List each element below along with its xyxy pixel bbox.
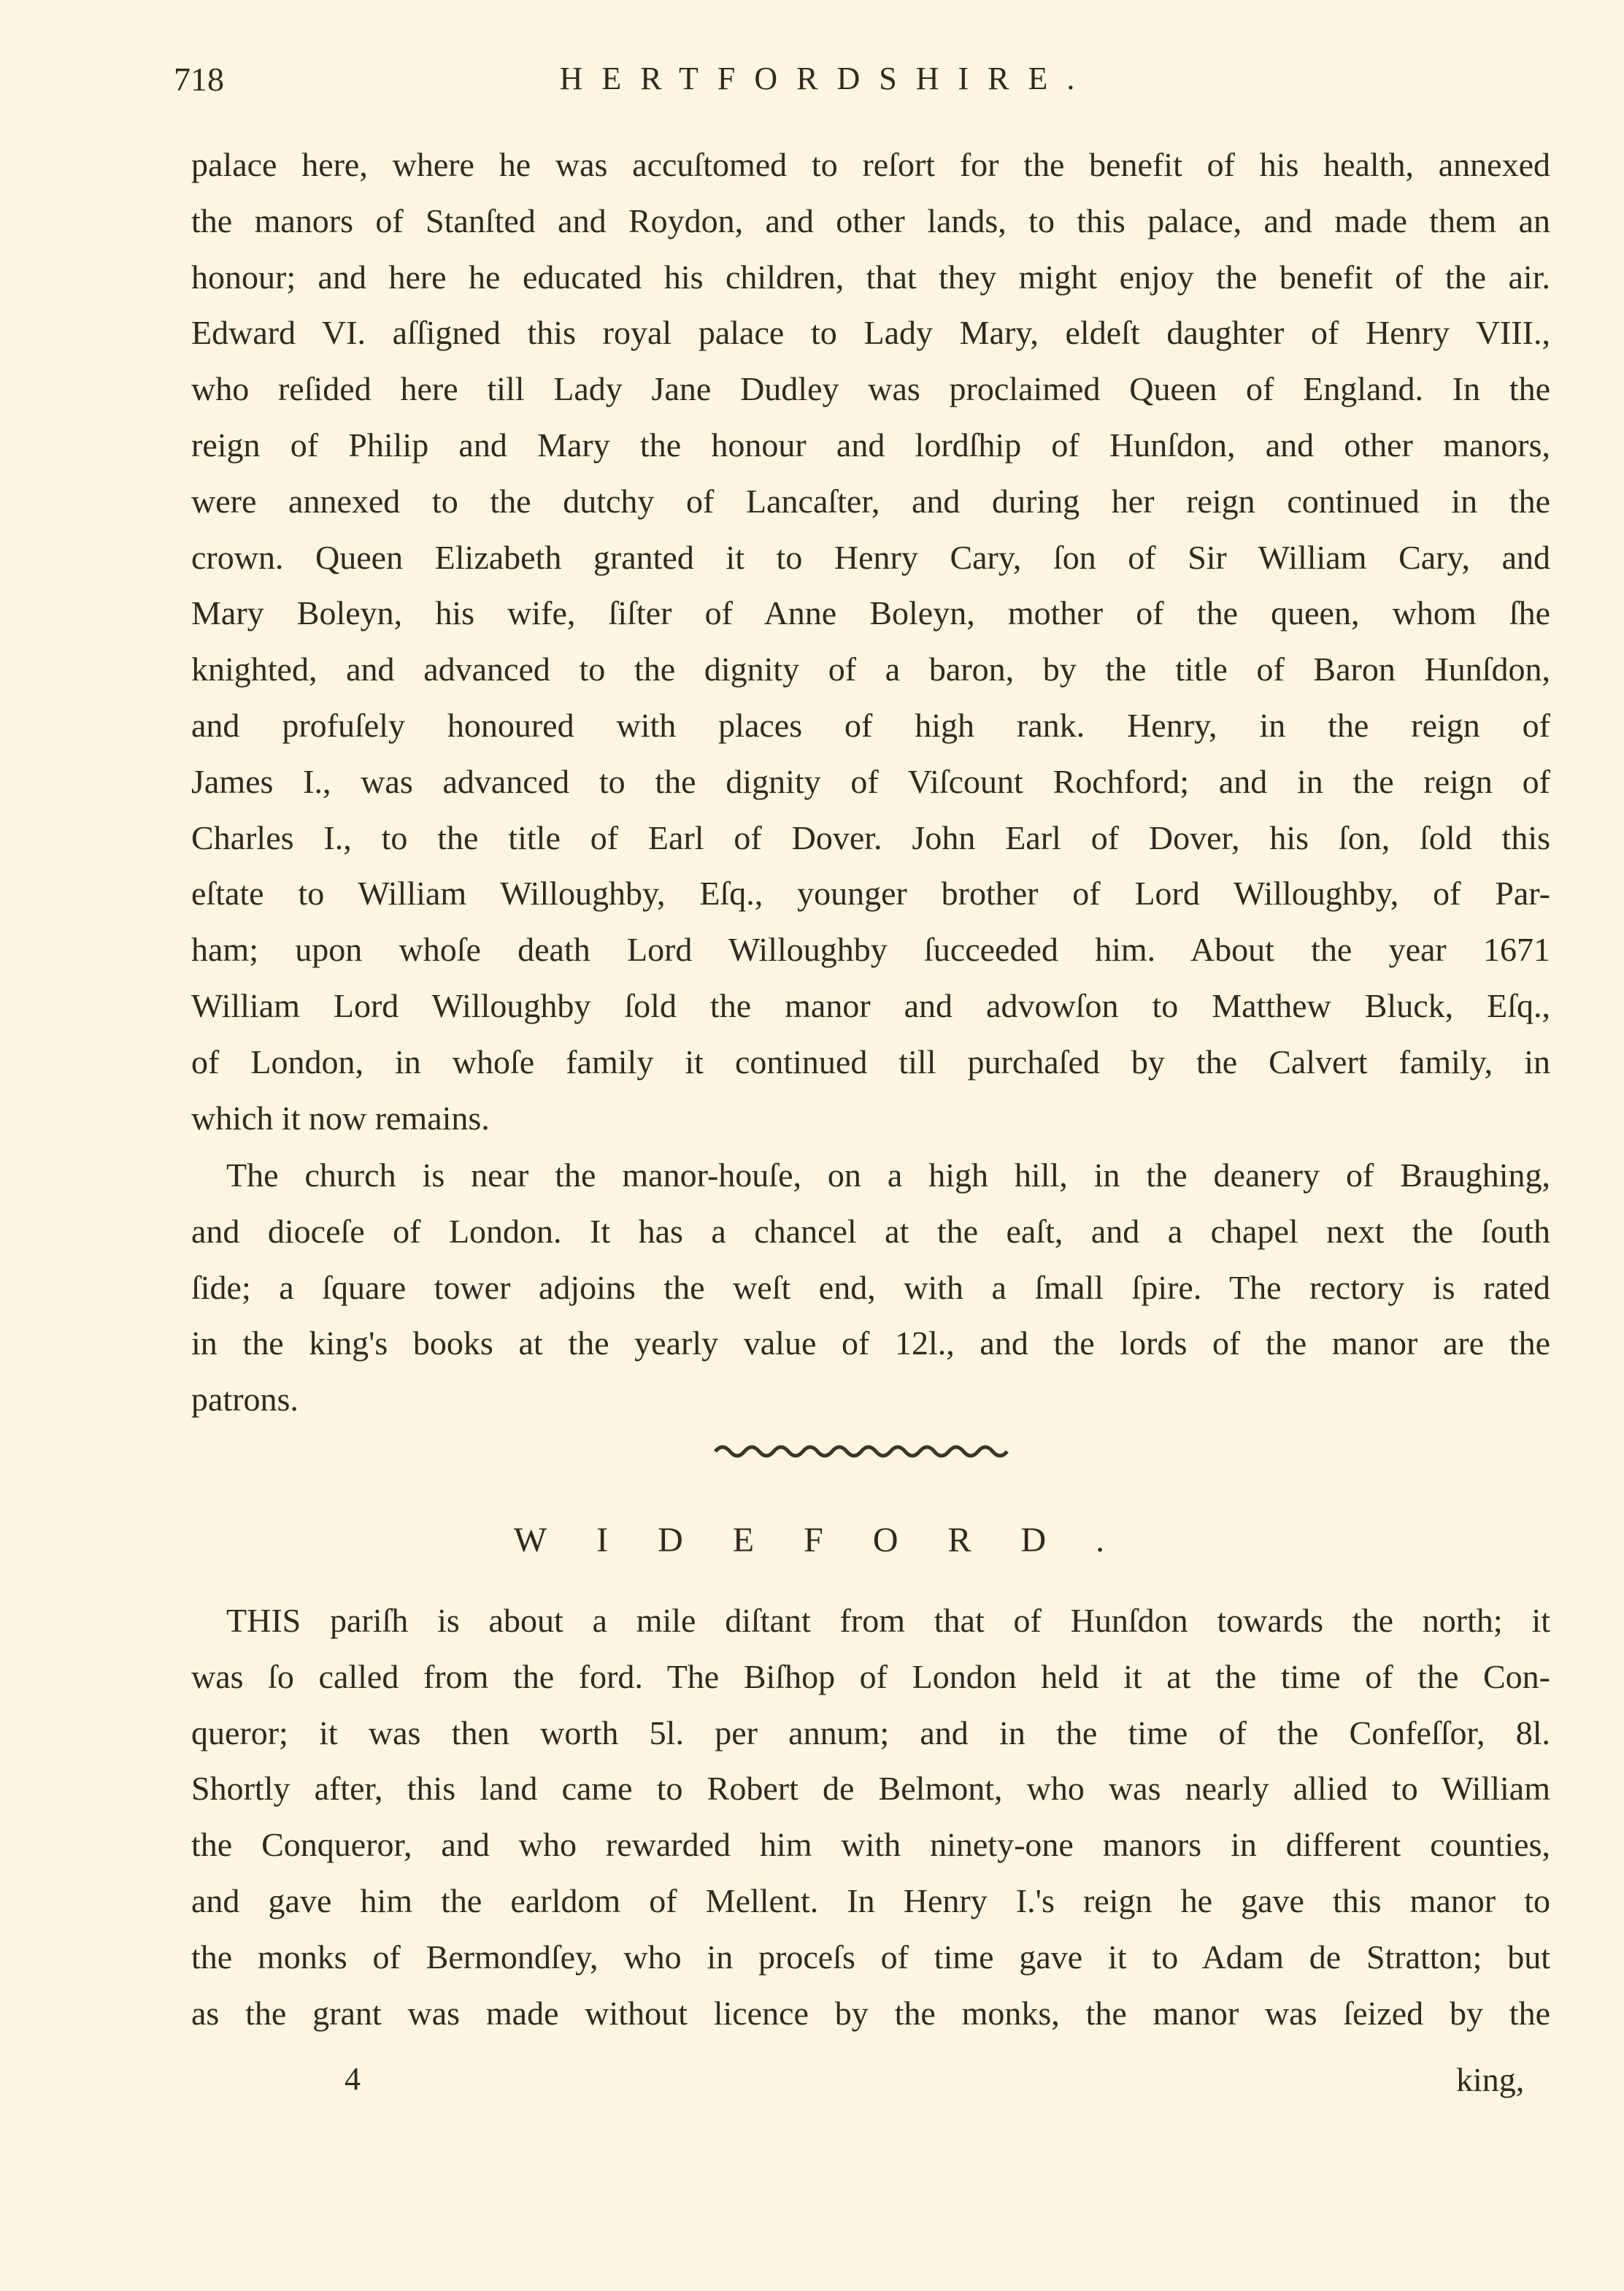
text-line: the monks of Bermondſey, who in proceſs of time gave it to Adam de Stratton; but <box>191 1938 1550 1976</box>
text-line: the manors of Stanſted and Roydon, and other lands, to this palace, and made them an <box>191 202 1550 239</box>
text-line: queror; it was then worth 5l. per annum; and in the time of the Confeſſor, 8l. <box>191 1714 1550 1751</box>
text-line: eſtate to William Willoughby, Eſq., younger brother of Lord Willoughby, of Par- <box>191 875 1550 913</box>
text-line: who reſided here till Lady Jane Dudley was proclaimed Queen of England. In the <box>191 370 1550 408</box>
text-line: and dioceſe of London. It has a chancel at the eaſt, and a chapel next the ſouth <box>191 1212 1550 1250</box>
text-line: William Lord Willoughby ſold the manor and advowſon to Matthew Bluck, Eſq., <box>191 986 1550 1024</box>
text-line: Edward VI. aſſigned this royal palace to Lady Mary, eldeſt daughter of Henry VIII., <box>191 314 1550 352</box>
text-line: were annexed to the dutchy of Lancaſter, and during her reign continued in the <box>191 482 1550 520</box>
section-title: WIDEFORD. <box>513 1521 1155 1559</box>
text-line: was ſo called from the ford. The Biſhop of London held it at the time of the Con- <box>191 1657 1550 1695</box>
text-line: which it now remains. <box>191 1099 490 1137</box>
text-line: James I., was advanced to the dignity of Viſcount Rochford; and in the reign of <box>191 762 1550 800</box>
text-line: reign of Philip and Mary the honour and lordſhip of Hunſdon, and other manors, <box>191 426 1550 464</box>
text-line: Mary Boleyn, his wife, ſiſter of Anne Boleyn, mother of the queen, whom ſhe <box>191 594 1550 632</box>
text-line: knighted, and advanced to the dignity of a baron, by the title of Baron Hunſdon, <box>191 651 1550 688</box>
text-line: Charles I., to the title of Earl of Dover. John Earl of Dover, his ſon, ſold this <box>191 818 1550 856</box>
running-title: HERTFORDSHIRE. <box>559 61 1094 96</box>
ornament-divider <box>712 1438 1018 1460</box>
text-line: ſide; a ſquare tower adjoins the weſt end, with a ſmall ſpire. The rectory is rated <box>191 1268 1550 1306</box>
text-line: The church is near the manor-houſe, on a high hill, in the deanery of Braughing, <box>226 1156 1550 1194</box>
paragraph-church <box>191 1148 1550 1428</box>
paragraph-hunsdon-history <box>191 137 1550 1146</box>
text-line: in the king's books at the yearly value of 12l., and the lords of the manor are the <box>191 1324 1550 1362</box>
text-line: honour; and here he educated his children, that they might enjoy the benefit of the air. <box>191 258 1550 296</box>
text-line: crown. Queen Elizabeth granted it to Henry Cary, ſon of Sir William Cary, and <box>191 538 1550 576</box>
text-line: THIS pariſh is about a mile diſtant from that of Hunſdon towards the north; it <box>226 1602 1550 1639</box>
signature-mark: 4 <box>345 2061 361 2097</box>
text-line: and profuſely honoured with places of high rank. Henry, in the reign of <box>191 706 1550 744</box>
text-line: of London, in whoſe family it continued till purchaſed by the Calvert family, in <box>191 1043 1550 1081</box>
text-line: and gave him the earldom of Mellent. In Henry I.'s reign he gave this manor to <box>191 1881 1550 1919</box>
text-line: Shortly after, this land came to Robert de Belmont, who was nearly allied to William <box>191 1770 1550 1808</box>
page-number: 718 <box>174 61 224 98</box>
paragraph-wideford <box>191 1593 1550 2041</box>
text-line: palace here, where he was accuſtomed to reſort for the benefit of his health, annexed <box>191 146 1550 183</box>
text-line: the Conqueror, and who rewarded him with ninety-one manors in different counties, <box>191 1826 1550 1864</box>
text-line: ham; upon whoſe death Lord Willoughby ſucceeded him. About the year 1671 <box>191 931 1550 969</box>
text-line: as the grant was made without licence by the monks, the manor was ſeized by the <box>191 1994 1550 2032</box>
text-line: patrons. <box>191 1381 299 1419</box>
catchword: king, <box>1456 2061 1525 2098</box>
